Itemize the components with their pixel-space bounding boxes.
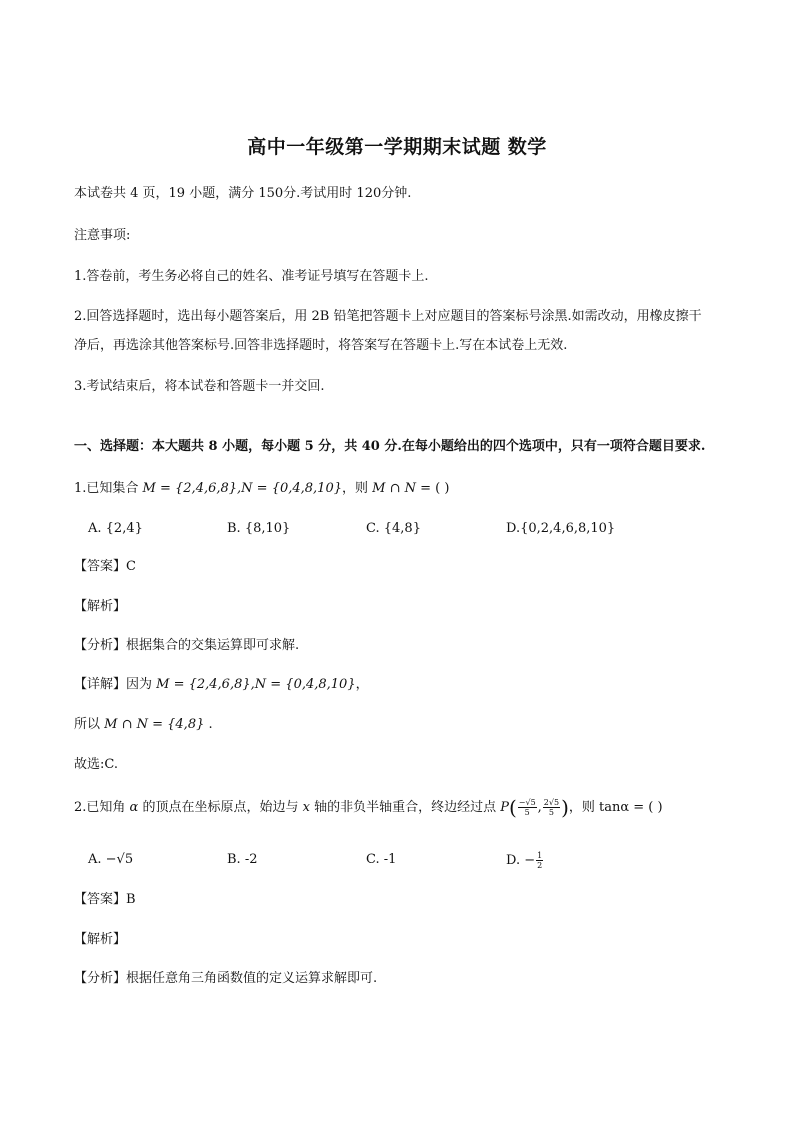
question-1-stem [74, 480, 449, 498]
notes-heading: 注意事项: [74, 228, 131, 243]
note-1: 1.答卷前，考生务必将自己的姓名、准考证号填写在答题卡上. [74, 269, 429, 284]
q1-sets-math: M = {2,4,6,8},N = {0,4,8,10} [142, 481, 342, 496]
q2-stem-mid: 的顶点在坐标原点，始边与 [138, 800, 303, 815]
q1-choice: 故选:C. [74, 757, 118, 772]
q2-fenxi: 【分析】根据任意角三角函数值的定义运算求解即可. [74, 971, 378, 986]
q2-stem-mid2: 轴的非负半轴重合，终边经过点 [309, 800, 501, 815]
q2-option-d-prefix: D. − [506, 853, 536, 868]
q1-so-suffix: . [204, 717, 213, 732]
q2-alpha: α [129, 800, 139, 815]
q1-stem-mid: ，则 [342, 481, 373, 496]
q2-option-d-frac [536, 851, 543, 870]
exam-intro: 本试卷共 4 页，19 小题，满分 150分.考试用时 120分钟. [74, 186, 412, 201]
section-heading: 一、选择题：本大题共 8 小题，每小题 5 分，共 40 分.在每小题给出的四个选项中，只有一项符合题目要求. [74, 439, 706, 454]
q1-option-c: C. {4,8} [366, 521, 421, 536]
q1-stem-suffix: = ( ) [415, 481, 450, 496]
q2-option-d-den: 2 [537, 861, 543, 870]
q1-option-d: D.{0,2,4,6,8,10} [506, 521, 616, 536]
q2-frac-y-den: 5 [548, 808, 554, 817]
q2-stem-prefix: 2.已知角 [74, 800, 130, 815]
q1-so-math: M ∩ N = {4,8} [104, 717, 205, 732]
q2-analysis-label: 【解析】 [74, 932, 127, 947]
q2-close-paren: ) [561, 795, 569, 820]
q2-stem-tail: ，则 tanα = ( ) [568, 800, 663, 815]
q1-detail-suffix: ， [355, 677, 369, 692]
q2-frac-x [518, 798, 537, 817]
q1-answer: 【答案】C [74, 559, 136, 574]
q2-option-d-num: 1 [537, 851, 543, 860]
note-2-line-2: 净后，再选涂其他答案标号.回答非选择题时，将答案写在答题卡上.写在本试卷上无效. [74, 338, 568, 353]
q2-point-p: P [500, 800, 509, 815]
q2-option-d [506, 851, 544, 870]
q1-analysis-label: 【解析】 [74, 599, 127, 614]
q2-option-b: B. -2 [227, 852, 258, 867]
q1-conclusion [74, 716, 213, 734]
q2-answer: 【答案】B [74, 892, 136, 907]
q1-option-b: B. {8,10} [227, 521, 291, 536]
q2-option-a: A. −√5 [88, 852, 134, 867]
q1-detail-prefix: 【详解】因为 [74, 677, 157, 692]
page-title: 高中一年级第一学期期末试题 数学 [247, 136, 547, 158]
q2-frac-y-num: 2√5 [543, 798, 560, 807]
q1-intersection-math: M ∩ N [372, 481, 416, 496]
q1-detail-math: M = {2,4,6,8},N = {0,4,8,10} [156, 677, 356, 692]
q1-so-prefix: 所以 [74, 717, 105, 732]
q2-frac-x-num: −√5 [518, 798, 536, 807]
question-2-stem: 2.已知角 α 的顶点在坐标原点，始边与 x 轴的非负半轴重合，终边经过点 P( $\frac{-√5}{5}$ , $\frac{2√5}{5}$ )，则 tanα = ( ) [74, 795, 663, 820]
q1-stem-prefix: 1.已知集合 [74, 481, 143, 496]
note-3: 3.考试结束后，将本试卷和答题卡一并交回. [74, 379, 325, 394]
q2-option-c: C. -1 [366, 852, 397, 867]
q1-fenxi: 【分析】根据集合的交集运算即可求解. [74, 638, 300, 653]
note-2-line-1: 2.回答选择题时，选出每小题答案后，用 2B 铅笔把答题卡上对应题目的答案标号涂黑.如需改动，用橡皮擦干 [74, 309, 702, 324]
q2-open-paren: ( [508, 795, 517, 820]
q2-frac-x-den: 5 [524, 808, 530, 817]
q2-x: x [302, 800, 310, 815]
q1-option-a: A. {2,4} [88, 521, 143, 536]
q1-detail [74, 676, 369, 694]
q2-frac-y [543, 798, 560, 817]
